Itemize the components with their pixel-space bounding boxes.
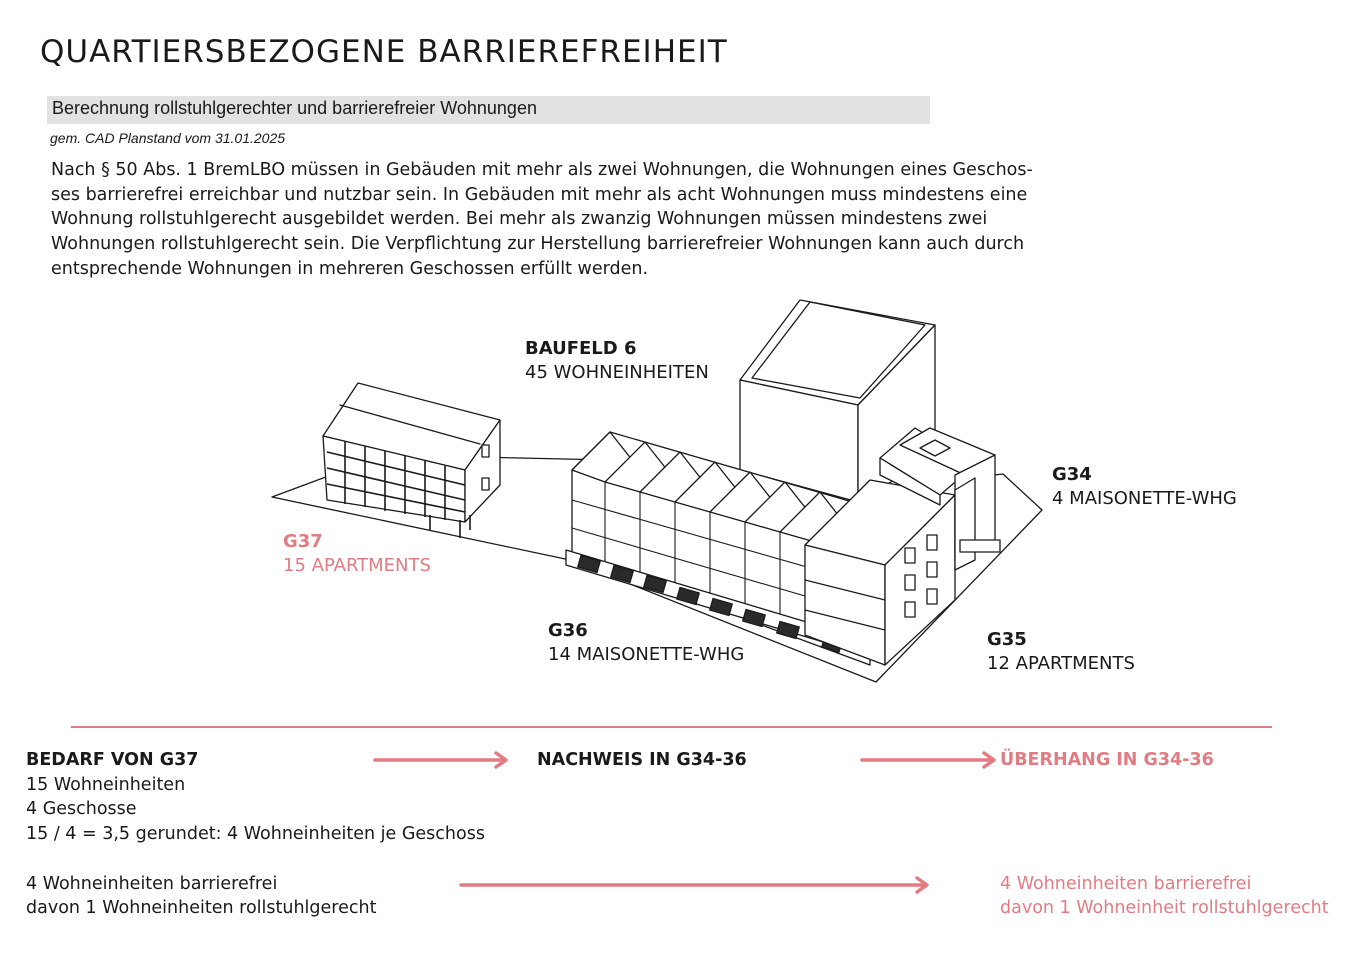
paragraph-line: Wohnung rollstuhlgerecht ausgebildet werden. Bei mehr als zwanzig Wohnungen müssen mindestens zwei [51, 209, 988, 229]
arrow-nachweis-to-ueberhang-icon [862, 753, 994, 767]
left-result-line: 4 Wohneinheiten barrierefrei [26, 874, 278, 894]
page-title: QUARTIERSBEZOGENE BARRIEREFREIHEIT [40, 34, 728, 70]
g34-units: 4 MAISONETTE-WHG [1052, 488, 1237, 509]
g34-name: G34 [1052, 464, 1092, 485]
ueberhang-heading: ÜBERHANG IN G34-36 [1000, 750, 1214, 770]
bedarf-line: 15 Wohneinheiten [26, 775, 186, 795]
paragraph-line: Nach § 50 Abs. 1 BremLBO müssen in Gebäuden mit mehr als zwei Wohnungen, die Wohnungen eines Geschos- [51, 160, 1033, 180]
right-result-line: 4 Wohneinheiten barrierefrei [1000, 874, 1252, 894]
baufeld-units: 45 WOHNEINHEITEN [525, 362, 709, 383]
bedarf-line: 15 / 4 = 3,5 gerundet: 4 Wohneinheiten je Geschoss [26, 824, 485, 844]
bedarf-heading: BEDARF VON G37 [26, 750, 199, 770]
g36-units: 14 MAISONETTE-WHG [548, 644, 745, 665]
g35-name: G35 [987, 629, 1027, 650]
arrow-result-icon [461, 878, 927, 892]
nachweis-heading: NACHWEIS IN G34-36 [537, 750, 747, 770]
subtitle: Berechnung rollstuhlgerechter und barrierefreier Wohnungen [52, 98, 537, 118]
g37-units: 15 APARTMENTS [283, 555, 431, 576]
right-result-line: davon 1 Wohneinheit rollstuhlgerecht [1000, 898, 1329, 918]
g36-name: G36 [548, 620, 588, 641]
baufeld-name: BAUFELD 6 [525, 338, 637, 359]
paragraph-line: entsprechende Wohnungen in mehreren Geschossen erfüllt werden. [51, 259, 649, 279]
g35-units: 12 APARTMENTS [987, 653, 1135, 674]
g37-name: G37 [283, 531, 323, 552]
left-result-line: davon 1 Wohneinheiten rollstuhlgerecht [26, 898, 377, 918]
arrow-bedarf-to-nachweis-icon [375, 753, 506, 767]
paragraph-line: ses barrierefrei erreichbar und nutzbar sein. In Gebäuden mit mehr als acht Wohnungen muss mindestens eine [51, 185, 1028, 205]
plan-note: gem. CAD Planstand vom 31.01.2025 [50, 130, 286, 146]
paragraph-line: Wohnungen rollstuhlgerecht sein. Die Verpflichtung zur Herstellung barrierefreier Wohnungen kann auch durch [51, 234, 1025, 254]
bedarf-line: 4 Geschosse [26, 799, 137, 819]
